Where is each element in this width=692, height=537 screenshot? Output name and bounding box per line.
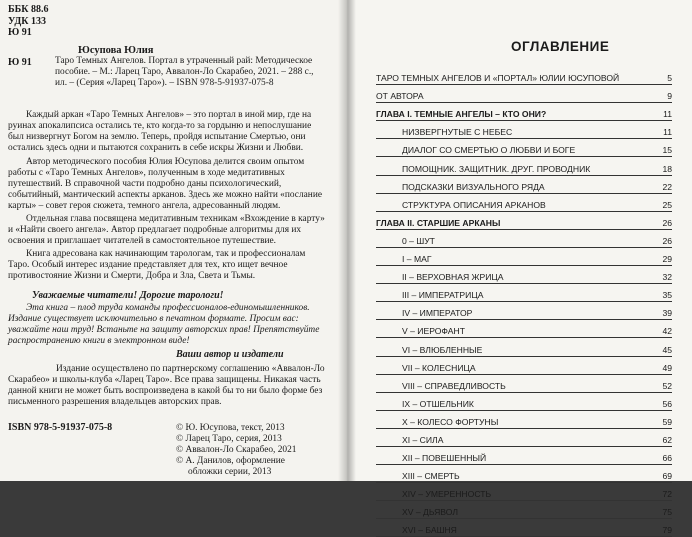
- bibliographic-description: Таро Темных Ангелов. Портал в утраченный рай: Методическое пособие. – М.: Ларец Таро, Аввалон-Ло Скарабео, 2021. – 288 с., ил. – (Серия «Ларец Таро»). – ISBN 978-5-91937-075-8: [55, 56, 314, 89]
- toc-entry: [376, 483, 672, 501]
- catalog-code: Ю 91: [8, 57, 32, 68]
- toc-entry-page: 59: [662, 416, 672, 427]
- toc-entry-page: 11: [663, 127, 672, 138]
- toc-entry-title: XII – ПОВЕШЕННЫЙ: [402, 453, 487, 464]
- toc-entry: [376, 157, 672, 175]
- toc-entry: [376, 338, 672, 356]
- copyright-line: © Аввалон-Ло Скарабео, 2021: [176, 445, 297, 456]
- annotation-paragraph-3: Отдельная глава посвящена медитативным техникам «Вхождение в карту» и «Найти своего ангела». Автор предлагает подробные алгоритмы для их освоения и приглашает читателей в самостоятельное путешествие.: [8, 214, 325, 247]
- toc-entry-page: 52: [662, 380, 672, 391]
- readers-heading: Уважаемые читатели! Дорогие тарологи!: [32, 290, 224, 301]
- copyright-line: © Ю. Юсупова, текст, 2013: [176, 423, 285, 433]
- toc-entry-page: 62: [662, 434, 672, 445]
- copyright-line: обложки серии, 2013: [188, 467, 272, 478]
- toc-entry: [376, 139, 672, 157]
- toc-entry-page: 18: [662, 163, 672, 174]
- book-gutter: [338, 0, 356, 481]
- toc-entry-title: X – КОЛЕСО ФОРТУНЫ: [402, 416, 499, 427]
- toc-entry-page: 25: [662, 199, 672, 210]
- toc-entry: [376, 230, 672, 248]
- toc-entry-title: ПОМОЩНИК. ЗАЩИТНИК. ДРУГ. ПРОВОДНИК: [402, 163, 591, 174]
- toc-entry-title: V – ИЕРОФАНТ: [402, 326, 465, 337]
- toc-entry: [376, 320, 672, 338]
- toc-entry: [376, 266, 672, 284]
- toc-entry-title: VI – ВЛЮБЛЕННЫЕ: [402, 344, 483, 355]
- toc-entry-title: НИЗВЕРГНУТЫЕ С НЕБЕС: [402, 127, 513, 138]
- toc-entry-title: XIV – УМЕРЕННОСТЬ: [402, 489, 492, 500]
- readers-appeal: Эта книга – плод труда команды профессионалов-единомышленников. Издание существует исключительно в печатном формате. Просим вас: уважайте наш труд! Встаньте на защиту авторских прав! Препятствуйте распространению книги в электронном виде!: [8, 303, 320, 347]
- toc-entry: [376, 67, 672, 85]
- toc-entry-title: XIII – СМЕРТЬ: [402, 471, 460, 482]
- toc-entry-page: 5: [667, 73, 672, 84]
- left-page: [0, 0, 348, 481]
- toc-entry-page: 49: [662, 362, 672, 373]
- toc-entry: [376, 302, 672, 320]
- udk-index: УДК 133: [8, 15, 46, 27]
- toc-entry-title: XVI – БАШНЯ: [402, 525, 457, 536]
- toc-entry-page: 32: [662, 272, 672, 283]
- toc-entry-title: ТАРО ТЕМНЫХ АНГЕЛОВ И «ПОРТАЛ» ЮЛИИ ЮСУПОВОЙ: [376, 73, 620, 84]
- toc-entry: [376, 375, 672, 393]
- isbn: ISBN 978-5-91937-075-8: [8, 422, 113, 433]
- toc-entry-page: 29: [662, 254, 672, 265]
- index-codes: [8, 4, 48, 39]
- right-page: [346, 0, 692, 536]
- toc-entry-title: СТРУКТУРА ОПИСАНИЯ АРКАНОВ: [402, 199, 546, 210]
- toc-entry-title: 0 – ШУТ: [402, 235, 435, 246]
- toc-entry-page: 42: [662, 326, 672, 337]
- toc-entry-title: ДИАЛОГ СО СМЕРТЬЮ О ЛЮБВИ И БОГЕ: [402, 145, 576, 156]
- table-of-contents: [376, 67, 672, 537]
- toc-entry-page: 75: [662, 507, 672, 518]
- toc-entry-title: VII – КОЛЕСНИЦА: [402, 362, 476, 373]
- toc-entry: [376, 519, 672, 537]
- toc-entry-title: II – ВЕРХОВНАЯ ЖРИЦА: [402, 272, 504, 283]
- toc-entry-page: 72: [662, 489, 672, 500]
- toc-entry-page: 11: [663, 109, 672, 120]
- readers-signature: Ваши автор и издатели: [176, 349, 284, 360]
- toc-entry-title: XV – ДЬЯВОЛ: [402, 507, 458, 518]
- toc-entry-title: III – ИМПЕРАТРИЦА: [402, 290, 484, 301]
- toc-entry: [376, 411, 672, 429]
- toc-entry-page: 15: [662, 145, 672, 156]
- toc-entry: [376, 103, 672, 121]
- toc-title: ОГЛАВЛЕНИЕ: [511, 39, 610, 54]
- toc-entry-title: VIII – СПРАВЕДЛИВОСТЬ: [402, 380, 506, 391]
- toc-entry: [376, 501, 672, 519]
- toc-entry-page: 9: [667, 91, 672, 102]
- author-name: Юсупова Юлия: [78, 45, 154, 56]
- toc-entry-page: 22: [662, 181, 672, 192]
- copyright-line: © Ларец Таро, серия, 2013: [176, 434, 282, 445]
- toc-entry-title: XI – СИЛА: [402, 434, 444, 445]
- toc-entry: [376, 393, 672, 411]
- toc-entry: [376, 176, 672, 194]
- toc-entry: [376, 447, 672, 465]
- copyright-line: © А. Данилов, оформление: [176, 456, 285, 467]
- toc-entry: [376, 465, 672, 483]
- toc-entry-title: ГЛАВА I. ТЕМНЫЕ АНГЕЛЫ – КТО ОНИ?: [376, 109, 547, 120]
- toc-entry-page: 66: [662, 453, 672, 464]
- author-mark: Ю 91: [8, 27, 32, 38]
- toc-entry-title: IX – ОТШЕЛЬНИК: [402, 398, 474, 409]
- legal-notice: Издание осуществлено по партнерскому соглашению «Аввалон-Ло Скарабео» и школы-клуба «Ларец Таро». Все права защищены. Никакая часть данной книги не может быть воспроизведена в какой бы то ни было форме без письменного разрешения владельцев авторских прав.: [8, 364, 325, 408]
- toc-entry: [376, 429, 672, 447]
- toc-entry-title: ГЛАВА II. СТАРШИЕ АРКАНЫ: [376, 217, 501, 228]
- annotation-paragraph-4: Книга адресована как начинающим тарологам, так и профессионалам Таро. Особый интерес издание представляет для тех, кто ищет вечное противостояние Жизни и Смерти, Добра и Зла, Света и Тьмы.: [8, 249, 306, 282]
- toc-entry: [376, 284, 672, 302]
- toc-entry-title: IV – ИМПЕРАТОР: [402, 308, 473, 319]
- toc-entry-page: 26: [662, 217, 672, 228]
- toc-entry: [376, 194, 672, 212]
- toc-entry-title: ПОДСКАЗКИ ВИЗУАЛЬНОГО РЯДА: [402, 181, 545, 192]
- toc-entry: [376, 212, 672, 230]
- annotation-paragraph-1: Каждый аркан «Таро Темных Ангелов» – это портал в иной мир, где на руинах апокалипсиса остались те, кто когда-то за гордыню и непослушание был низвергнут Богом на землю. Теперь, пройдя испытание Смертью, они остались здесь одни и пытаются сохранить в себе искры Жизни и Любви.: [8, 110, 312, 154]
- toc-entry-page: 45: [662, 344, 672, 355]
- toc-entry: [376, 248, 672, 266]
- toc-entry: [376, 85, 672, 103]
- toc-entry-page: 26: [662, 235, 672, 246]
- toc-entry-title: I – МАГ: [402, 254, 432, 265]
- toc-entry-page: 35: [662, 290, 672, 301]
- toc-entry-page: 39: [662, 308, 672, 319]
- toc-entry: [376, 357, 672, 375]
- annotation-paragraph-2: Автор методического пособия Юлия Юсупова делится своим опытом работы с «Таро Темных Ангелов», полученным в ходе медитативных путешествий. В справочной части подробно даны психологический, событийный, мантический аспекты арканов. Здесь же можно найти «послание карты» – совет героя сюжета, темного ангела, адресованный людям.: [8, 157, 322, 212]
- bbk-index: ББК 88.6: [8, 4, 49, 15]
- toc-entry-page: 79: [662, 525, 672, 536]
- copyright-block: [176, 423, 336, 478]
- toc-entry-page: 69: [662, 471, 672, 482]
- toc-entry-page: 56: [662, 398, 672, 409]
- toc-entry-title: ОТ АВТОРА: [376, 91, 424, 102]
- toc-entry: [376, 121, 672, 139]
